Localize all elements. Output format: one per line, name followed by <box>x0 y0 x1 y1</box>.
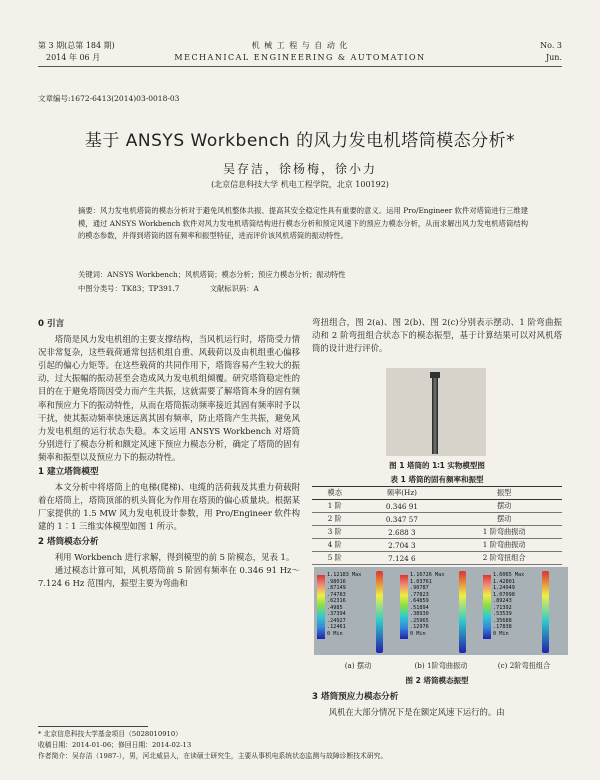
section-2-paragraph-1: 利用 Workbench 进行求解，得到模型的前 5 阶模态，见表 1。 <box>54 551 295 562</box>
legend-value: .71392 <box>493 604 512 611</box>
section-0-heading: 0 引言 <box>38 319 65 329</box>
section-2-heading: 2 塔筒模态分析 <box>38 536 99 547</box>
table-1-caption: 表 1 塔筒的固有频率和振型 <box>390 475 484 484</box>
issue-date: 2014 年 06 月 <box>46 53 101 62</box>
color-legend <box>400 575 408 639</box>
table-row <box>312 513 562 526</box>
article-number: 文章编号:1672-6413(2014)03-0018-03 <box>38 94 180 103</box>
right-column-bottom <box>312 689 562 719</box>
table-row <box>312 500 562 513</box>
legend-value: .38930 <box>410 611 429 617</box>
document-code: 文献标识码：A <box>209 284 259 293</box>
table-cell: 5 阶 <box>312 552 357 565</box>
issue-no-en: No. 3 <box>540 41 562 50</box>
fund-note: * 北京信息科技大学基金项目（5028010910） <box>38 730 182 738</box>
legend-value: 1.24949 <box>493 585 515 591</box>
table-cell: 2 阶弯扭组合 <box>446 552 562 565</box>
table-cell: 2.704 3 <box>357 539 446 552</box>
deformed-tower <box>459 571 466 653</box>
table-cell: 0.346 91 <box>357 500 446 513</box>
right-paragraph-top: 弯扭组合，图 2(a)、图 2(b)、图 2(c)分别表示摆动、1 阶弯曲振动和 2 阶弯扭组合状态下的模态振型，基于计算结果可以对风机塔筒的设计进行评价。 <box>312 317 562 354</box>
legend-value: .90787 <box>410 585 429 591</box>
section-0-paragraph: 塔筒是风力发电机组的主要支撑结构，当风机运行时，塔筒受力情况非常复杂，这些载荷通常包括机组自重、风载荷以及由机组重心偏移引起的偏心力矩等。在这些载荷的共同作用下，塔筒容易产生较大的振动，过大振幅的振动甚至会造成风力发电机组倾覆。研究塔筒稳定性的目的在于避免塔筒因受力而产生共振，这就需要了解塔筒本身的固有频率和预应力下的振动特性，从而在塔筒振动频率接近其固有频率时予以干扰，使其振动频率快速远离其固有频率，防止塔筒产生共振，避免风力发电机组的运行状态失稳。本文运用 ANSYS Workbench 对塔筒分别进行了模态分析和额定风速下预应力模态分析，确定了塔筒的固有频率和振型以及预应力下的振动特性。 <box>38 334 300 462</box>
legend-value: .35688 <box>493 617 512 624</box>
table-cell: 1 阶弯曲振动 <box>446 526 562 539</box>
table-header-frequency: 频率(Hz) <box>357 487 446 500</box>
legend-value: .74783 <box>327 591 346 598</box>
received-dates: 收稿日期：2014-01-06；修回日期：2014-02-13 <box>38 741 192 749</box>
figure-2a-label: (a) 摆动 <box>344 661 372 670</box>
figure-2-caption: 图 2 塔筒模态振型 <box>405 676 469 685</box>
legend-value: 0 Min <box>410 630 426 637</box>
figure-2b-image <box>397 567 485 655</box>
legend-value: .89243 <box>493 598 512 604</box>
table-header-row <box>312 487 562 500</box>
legend-value: .4985 <box>327 604 343 611</box>
author-bio: 作者简介：吴存洁（1987-），男，河北威县人，在读硕士研究生，主要从事机电系统状态监测与故障诊断技术研究。 <box>38 752 388 760</box>
table-cell: 1 阶 <box>312 500 357 513</box>
mode-table <box>312 486 562 565</box>
legend-value: .51894 <box>410 604 429 611</box>
legend-value: 0 Min <box>327 630 343 637</box>
table-cell: 2 阶 <box>312 513 357 526</box>
table-header-shape: 振型 <box>446 487 562 500</box>
legend-values-c <box>493 572 524 637</box>
table-cell: 0.347 57 <box>357 513 446 526</box>
table-cell: 2.688 3 <box>357 526 446 539</box>
journal-name-en: MECHANICAL ENGINEERING & AUTOMATION <box>174 53 426 62</box>
legend-value: .12461 <box>327 624 346 630</box>
affiliation: (北京信息科技大学 机电工程学院，北京 100192) <box>211 180 389 189</box>
legend-value: .87149 <box>327 585 346 591</box>
legend-value: 1.42801 <box>493 578 515 585</box>
paper-title: 基于 ANSYS Workbench 的风力发电机塔筒模态分析* <box>84 131 516 151</box>
legend-value: 0 Min <box>493 630 509 637</box>
legend-value: .77823 <box>410 591 429 598</box>
deformed-tower <box>542 571 549 653</box>
right-column-top <box>312 316 562 355</box>
table-row <box>312 539 562 552</box>
legend-value: .12976 <box>410 624 429 630</box>
table-row <box>312 552 562 565</box>
classification <box>78 284 528 294</box>
table-header-mode: 模态 <box>312 487 357 500</box>
legend-value: .62316 <box>327 598 346 604</box>
legend-value: .98016 <box>327 578 346 585</box>
footnotes <box>38 729 562 762</box>
section-1-heading: 1 建立塔筒模型 <box>38 467 99 478</box>
table-cell: 摆动 <box>446 500 562 513</box>
legend-value: .24927 <box>327 617 346 624</box>
section-1-paragraph: 本文分析中将塔筒上的电梯(爬梯)、电缆的活荷载及其重力荷载附着在塔筒上，塔筒顶部的机头简化为作用在塔顶的偏心质量块。根据某厂家提供的 1.5 MW 风力发电机设计参数，用 Pro/Engineer 软件构建的 1∶1 三维实体模型如图 1 所示。 <box>38 482 300 532</box>
figure-2b-label: (b) 1阶弯曲振动 <box>414 661 468 670</box>
figure-2c-image <box>480 567 568 655</box>
legend-value: 1.6065 Max <box>493 572 525 578</box>
section-2-paragraph-2: 通过模态计算可知，风机塔筒前 5 阶固有频率在 0.346 91 Hz～7.124 6 Hz 范围内，振型主要为弯曲和 <box>38 564 300 588</box>
table-cell: 摆动 <box>446 513 562 526</box>
section-3-heading: 3 塔筒预应力模态分析 <box>312 692 399 702</box>
journal-name-cn: 机 械 工 程 与 自 动 化 <box>251 41 349 50</box>
table-cell: 1 阶弯曲振动 <box>446 539 562 552</box>
authors: 吴存洁，徐杨梅，徐小力 <box>222 162 377 176</box>
legend-values-b <box>410 572 444 637</box>
legend-value: .37394 <box>327 611 346 617</box>
header-rule <box>38 66 562 67</box>
table-row <box>312 526 562 539</box>
legend-value: .25965 <box>410 617 429 624</box>
section-3-paragraph: 风机在大部分情况下是在额定风速下运行的。由 <box>328 707 505 718</box>
issue-number: 第 3 期(总第 184 期) <box>38 41 115 50</box>
table-cell: 7.124 6 <box>357 552 446 565</box>
color-legend <box>483 575 491 639</box>
legend-value: .53539 <box>493 611 512 617</box>
legend-value: .64859 <box>410 598 429 604</box>
figure-1-caption: 图 1 塔筒的 1∶1 实物模型图 <box>389 461 485 470</box>
legend-value: .17838 <box>493 624 512 630</box>
month-en: Jun. <box>545 53 562 62</box>
table-cell: 4 阶 <box>312 539 357 552</box>
figure-1-image <box>386 368 486 456</box>
tower-model <box>432 378 438 454</box>
color-legend <box>317 575 325 639</box>
left-column <box>38 316 300 590</box>
legend-value: 1.07098 <box>493 591 515 598</box>
deformed-tower <box>376 571 383 653</box>
legend-values-a <box>327 572 361 637</box>
legend-value: 1.12183 Max <box>327 572 362 578</box>
footnote-rule <box>38 726 148 727</box>
figure-2a-image <box>314 567 402 655</box>
figure-2c-label: (c) 2阶弯扭组合 <box>497 661 551 670</box>
clc-number: 中图分类号：TK83；TP391.7 <box>78 284 180 293</box>
legend-value: 1.03761 <box>410 578 432 585</box>
legend-value: 1.16726 Max <box>410 572 445 578</box>
abstract: 摘要：风力发电机塔筒的模态分析对于避免风机整体共振、提高其安全稳定性具有重要的意义。运用 Pro/Engineer 软件对塔筒进行三维建模，通过 ANSYS Workbench 软件对风力发电机塔筒结构进行模态分析和预定风速下的预应力模态分析，从而求解出风力发电机塔筒结构的模态参数，并得到塔筒的固有频率和振型特征，进而评价该风机塔筒的振动特性。 <box>78 206 528 241</box>
keywords: 关键词：ANSYS Workbench；风机塔筒；模态分析；预应力模态分析；振动特性 <box>78 270 346 279</box>
table-cell: 3 阶 <box>312 526 357 539</box>
